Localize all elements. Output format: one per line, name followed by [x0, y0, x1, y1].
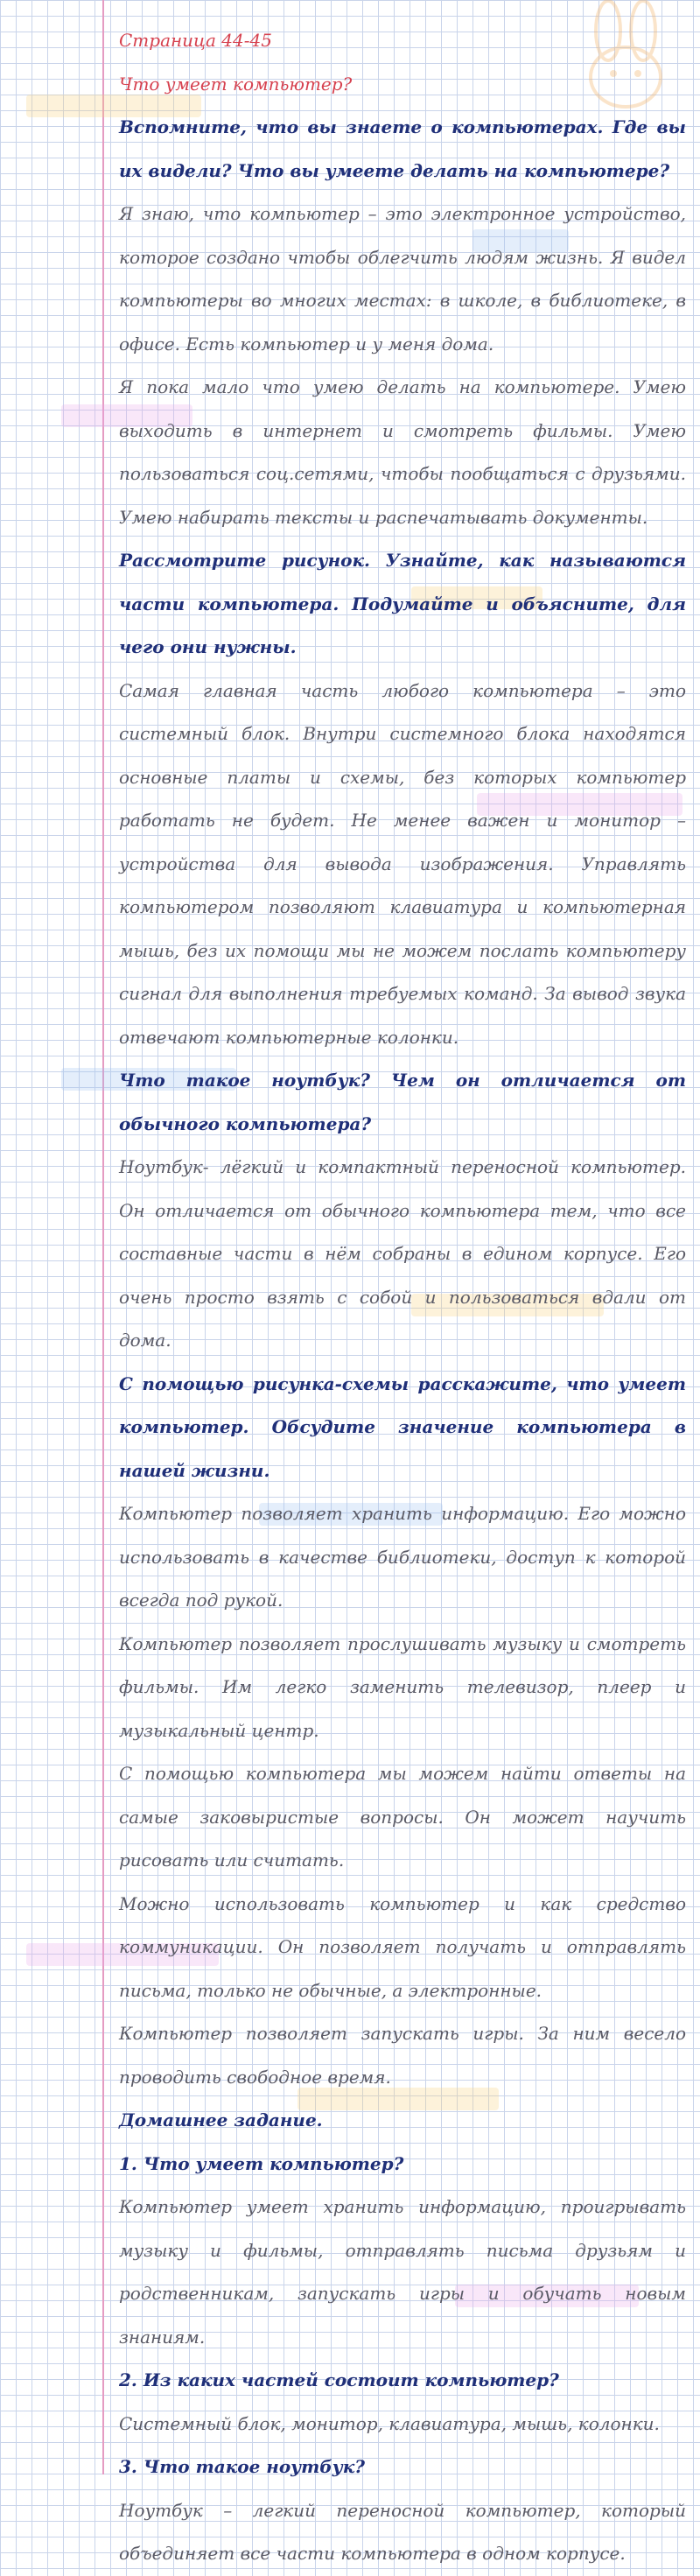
homework-question: 2. Из каких частей состоит компьютер?	[119, 2369, 559, 2390]
homework-question: 1. Что умеет компьютер?	[119, 2152, 404, 2174]
answer-text: Компьютер позволяет хранить информацию. Его можно использовать в качестве библиотеки, доступ к которой всегда под рукой.	[119, 1503, 686, 1611]
question-text: Вспомните, что вы знаете о компьютерах. Где вы их видели? Что вы умеете делать на компьютере?	[119, 116, 686, 181]
question-text: С помощью рисунка-схемы расскажите, что умеет компьютер. Обсудите значение компьютера в нашей жизни.	[119, 1372, 686, 1481]
answer-text: Можно использовать компьютер и как средство коммуникации. Он позволяет получать и отправлять письма, только не обычные, а электронные.	[119, 1892, 686, 2001]
answer-text: Ноутбук – легкий переносной компьютер, который объединяет все части компьютера в одном корпусе.	[119, 2499, 686, 2564]
question-text: Что такое ноутбук? Чем он отличается от обычного компьютера?	[119, 1070, 686, 1134]
answer-text: Компьютер позволяет прослушивать музыку и смотреть фильмы. Им легко заменить телевизор, плеер и музыкальный центр.	[119, 1632, 686, 1741]
homework-question: 3. Что такое ноутбук?	[119, 2456, 365, 2477]
homework-title: Домашнее задание.	[119, 2109, 323, 2130]
answer-text: Системный блок, монитор, клавиатура, мышь, колонки.	[119, 2412, 660, 2434]
notebook-margin-line	[102, 0, 104, 2474]
answer-text: С помощью компьютера мы можем найти ответы на самые заковыристые вопросы. Он может научить рисовать или считать.	[119, 1763, 686, 1871]
answer-text: Самая главная часть любого компьютера – это системный блок. Внутри системного блока находятся основные платы и схемы, без которых компьютер работать не будет. Не менее важен и монитор – устройства для вывода изображения. Управлять компьютером позволяют клавиатура и компьютерная мышь, без их помощи мы не можем послать компьютеру сигнал для выполнения требуемых команд. За вывод звука отвечают компьютерные колонки.	[119, 679, 686, 1048]
notebook-page	[119, 19, 686, 2576]
answer-text: Я знаю, что компьютер – это электронное устройство, которое создано чтобы облегчить людям жизнь. Я видел компьютеры во многих местах: в школе, в библиотеке, в офисе. Есть компьютер и у меня дома.	[119, 203, 686, 354]
page-title: Страница 44-45	[119, 30, 272, 51]
page-subtitle: Что умеет компьютер?	[119, 73, 353, 95]
answer-text: Ноутбук- лёгкий и компактный переносной компьютер. Он отличается от обычного компьютера тем, что все составные части в нём собраны в едином корпусе. Его очень просто взять с собой и пользоваться вдали от дома.	[119, 1156, 686, 1351]
question-text: Рассмотрите рисунок. Узнайте, как называются части компьютера. Подумайте и объясните, для чего они нужны.	[119, 550, 686, 657]
answer-text: Я пока мало что умею делать на компьютере. Умею выходить в интернет и смотреть фильмы. Умею пользоваться соц.сетями, чтобы пообщаться с друзьями. Умею набирать тексты и распечатывать документы.	[119, 376, 686, 528]
answer-text: Компьютер умеет хранить информацию, проигрывать музыку и фильмы, отправлять письма друзьям и родственникам, запускать игры и обучать новым знаниям.	[119, 2196, 686, 2348]
answer-text: Компьютер позволяет запускать игры. За ним весело проводить свободное время.	[119, 2023, 686, 2088]
